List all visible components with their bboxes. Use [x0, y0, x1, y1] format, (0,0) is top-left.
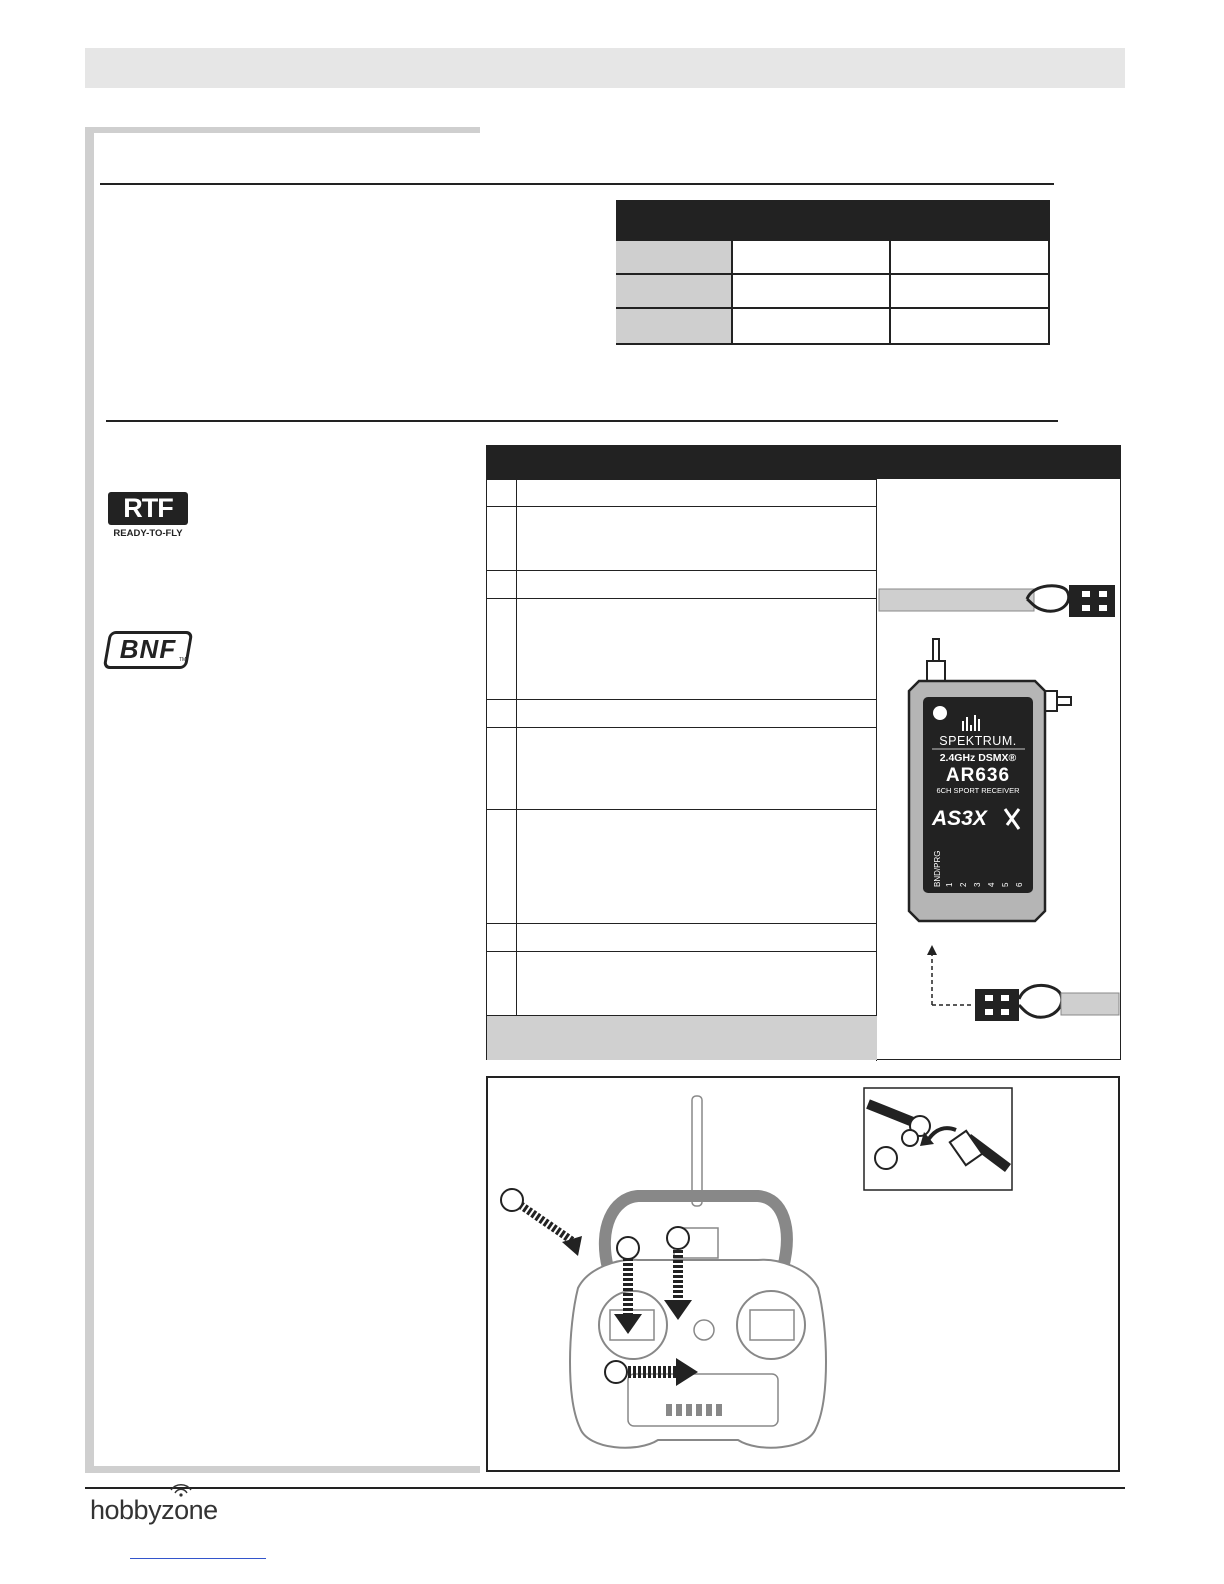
- binding-table: [486, 445, 1121, 1060]
- brand-name: hobbyzone: [90, 1495, 218, 1525]
- channel-label: 5: [1001, 882, 1010, 887]
- table-row: [487, 598, 877, 699]
- table-row: [487, 951, 877, 1015]
- sidebar-border: [85, 127, 94, 1473]
- table-row: [616, 309, 1050, 345]
- table-row: [616, 241, 1050, 275]
- spec-table: [616, 200, 1050, 345]
- bind-port-label: BND/PRG: [933, 850, 942, 887]
- receiver-brand: SPEKTRUM.: [939, 734, 1017, 748]
- channel-label: 4: [987, 882, 996, 887]
- as3x-logo: AS3X: [932, 807, 987, 830]
- table-row: [487, 570, 877, 598]
- transmitter-figure: [486, 1076, 1120, 1472]
- header-band: [85, 48, 1125, 88]
- receiver-band: 2.4GHz DSMX®: [939, 752, 1017, 764]
- section-rule: [106, 420, 1058, 422]
- table-row: [487, 809, 877, 923]
- receiver-model: AR636: [945, 765, 1011, 786]
- hobbyzone-logo: [90, 1488, 230, 1528]
- receiver-illustration: [877, 479, 1121, 1060]
- link-underline: [130, 1558, 266, 1559]
- table-row: [487, 479, 877, 506]
- channel-label: 3: [973, 882, 982, 887]
- table-row: [616, 275, 1050, 309]
- channel-label: 6: [1015, 882, 1024, 887]
- table-footer-cell: [487, 1015, 877, 1060]
- footer-rule: [85, 1487, 1125, 1489]
- receiver-subtitle: 6CH SPORT RECEIVER: [936, 786, 1020, 795]
- channel-label: 1: [945, 882, 954, 887]
- table-row: [487, 506, 877, 570]
- rtf-caption: READY-TO-FLY: [113, 528, 183, 539]
- transmitter-illustration: [488, 1078, 1118, 1470]
- table-header: [616, 200, 1050, 241]
- table-header: [487, 446, 1120, 479]
- rtf-logo: RTF: [123, 493, 173, 523]
- bnf-tm: TM: [179, 657, 187, 663]
- bnf-logo: BNF: [119, 634, 177, 664]
- sidebar-border: [85, 127, 480, 133]
- sidebar-border: [85, 1466, 480, 1473]
- rtf-badge: [106, 492, 190, 542]
- table-row: [487, 727, 877, 809]
- table-row: [487, 699, 877, 727]
- bnf-badge: [104, 630, 194, 672]
- channel-label: 2: [959, 882, 968, 887]
- section-rule: [100, 183, 1054, 185]
- table-row: [487, 923, 877, 951]
